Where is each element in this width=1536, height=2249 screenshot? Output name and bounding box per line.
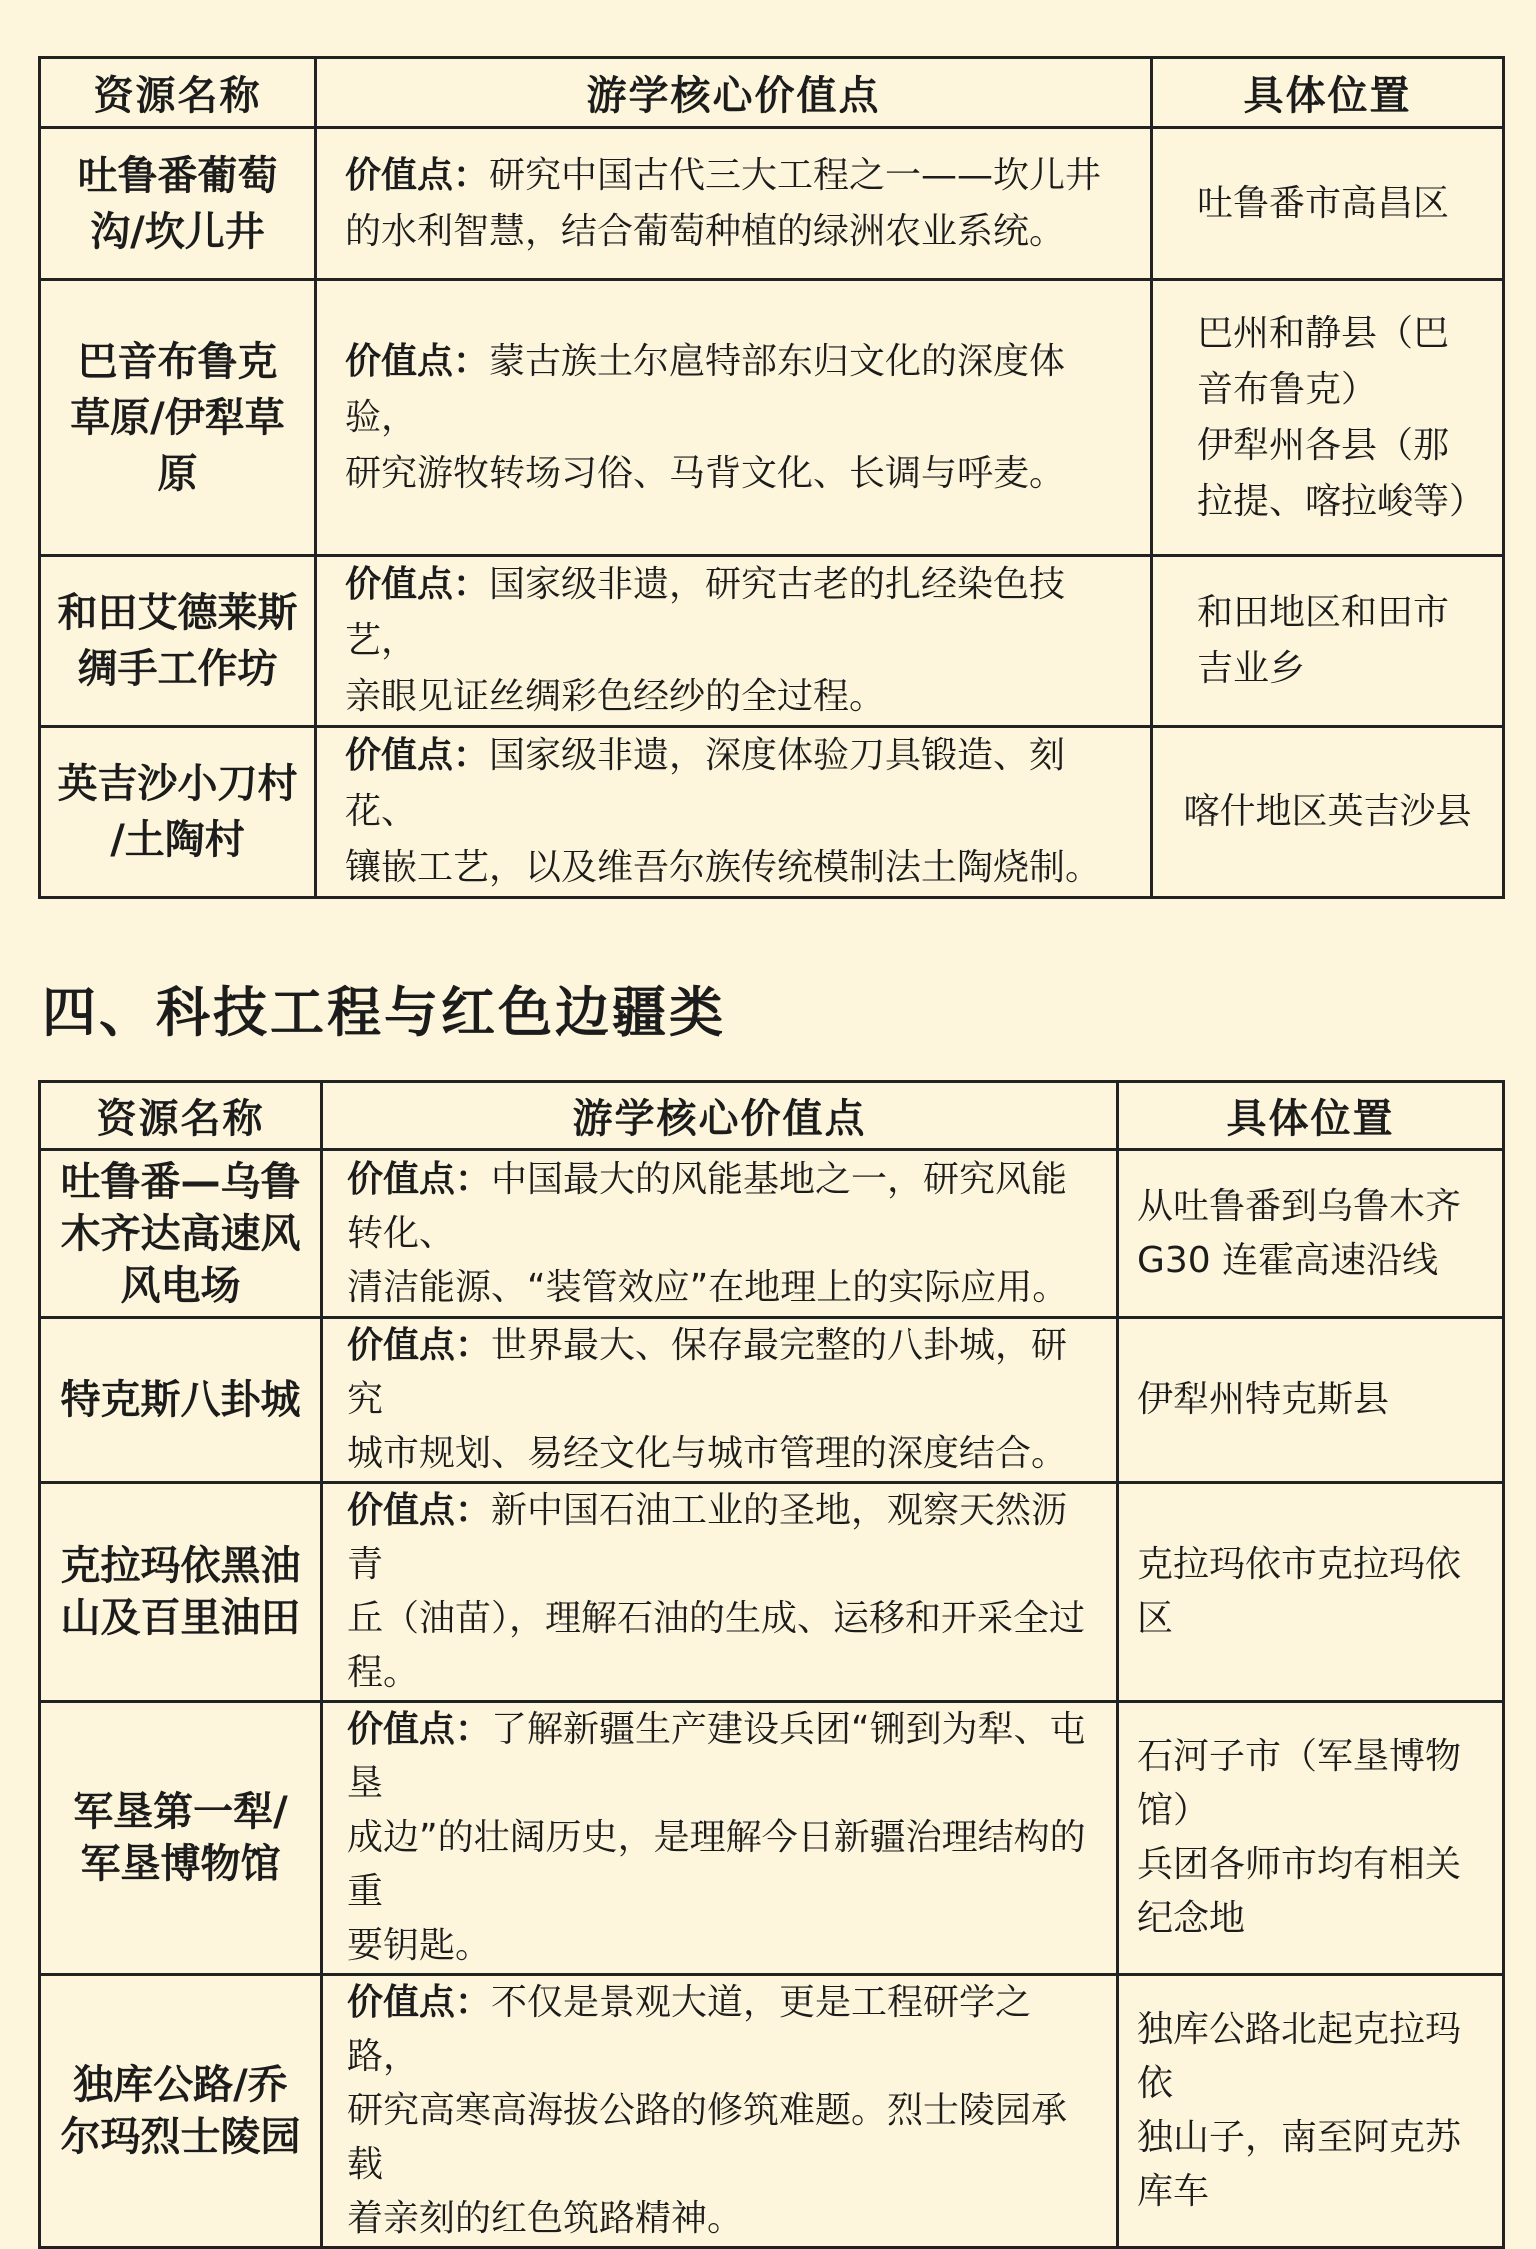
header-resource-name: 资源名称: [40, 1082, 322, 1150]
location: 独库公路北起克拉玛依 独山子，南至阿克苏 库车: [1118, 1975, 1504, 2248]
resource-name: 英吉沙小刀村 /土陶村: [40, 727, 316, 898]
table-row: [40, 727, 1504, 898]
section-title: 四、科技工程与红色边疆类: [42, 981, 726, 1044]
value-label: 价值点：: [347, 1709, 492, 1750]
table-row: [40, 1318, 1504, 1483]
location: 石河子市（军垦博物馆） 兵团各师市均有相关 纪念地: [1118, 1702, 1504, 1975]
resource-name: 巴音布鲁克 草原/伊犁草原: [40, 280, 316, 556]
core-value: 价值点：国家级非遗，深度体验刀具锻造、刻花、 镶嵌工艺，以及维吾尔族传统模制法土陶烧制。: [316, 727, 1152, 898]
core-value: 价值点：蒙古族土尔扈特部东归文化的深度体验， 研究游牧转场习俗、马背文化、长调与呼麦。: [316, 280, 1152, 556]
value-label: 价值点：: [347, 1158, 492, 1200]
core-value: 价值点：了解新疆生产建设兵团“铏到为犁、屯垦 成边”的壮阔历史，是理解今日新疆治理结构的重 要钥匙。: [322, 1702, 1118, 1975]
table-header-row: [40, 58, 1504, 128]
resource-table-2: [38, 1080, 1505, 2249]
resource-name: 和田艾德莱斯 绸手工作坊: [40, 556, 316, 727]
table-header-row: [40, 1082, 1504, 1150]
core-value: 价值点：国家级非遗，研究古老的扎经染色技艺， 亲眼见证丝绸彩色经纱的全过程。: [316, 556, 1152, 727]
core-value: 价值点：中国最大的风能基地之一，研究风能转化、 清洁能源、“装管效应”在地理上的实际应用。: [322, 1150, 1118, 1318]
location: 伊犁州特克斯县: [1118, 1318, 1504, 1483]
core-value: 价值点：世界最大、保存最完整的八卦城，研究 城市规划、易经文化与城市管理的深度结合。: [322, 1318, 1118, 1483]
table-row: [40, 280, 1504, 556]
resource-name: 独库公路/乔 尔玛烈士陵园: [40, 1975, 322, 2248]
location: 吐鲁番市高昌区: [1152, 128, 1504, 280]
core-value: 价值点：新中国石油工业的圣地，观察天然沥青 丘（油苗），理解石油的生成、运移和开采全过程。: [322, 1483, 1118, 1702]
table-row: [40, 556, 1504, 727]
table-row: [40, 1483, 1504, 1702]
header-core-value: 游学核心价值点: [322, 1082, 1118, 1150]
header-core-value: 游学核心价值点: [316, 58, 1152, 128]
value-label: 价值点：: [345, 154, 490, 196]
table-row: [40, 128, 1504, 280]
value-label: 价值点：: [345, 564, 490, 605]
value-label: 价值点：: [345, 340, 490, 382]
location: 从吐鲁番到乌鲁木齐 G30 连霍高速沿线: [1118, 1150, 1504, 1318]
table-row: [40, 1975, 1504, 2248]
resource-name: 军垦第一犁/ 军垦博物馆: [40, 1702, 322, 1975]
location: 巴州和静县（巴 音布鲁克） 伊犁州各县（那 拉提、喀拉峻等）: [1152, 280, 1504, 556]
value-label: 价值点：: [347, 1982, 492, 2023]
value-label: 价值点：: [347, 1325, 492, 1366]
core-value: 价值点：不仅是景观大道，更是工程研学之路， 研究高寒高海拔公路的修筑难题。烈士陵园承载 着亲刻的红色筑路精神。: [322, 1975, 1118, 2248]
value-label: 价值点：: [347, 1490, 492, 1531]
table-row: [40, 1702, 1504, 1975]
table-row: [40, 1150, 1504, 1318]
location: 和田地区和田市 吉业乡: [1152, 556, 1504, 727]
header-location: 具体位置: [1118, 1082, 1504, 1150]
resource-name: 特克斯八卦城: [40, 1318, 322, 1483]
resource-name: 吐鲁番葡萄 沟/坎儿井: [40, 128, 316, 280]
value-label: 价值点：: [345, 735, 490, 776]
core-value: 价值点：研究中国古代三大工程之一——坎儿井 的水利智慧，结合葡萄种植的绿洲农业系统。: [316, 128, 1152, 280]
header-resource-name: 资源名称: [40, 58, 316, 128]
resource-name: 克拉玛依黑油 山及百里油田: [40, 1483, 322, 1702]
resource-table-1: [38, 56, 1505, 899]
header-location: 具体位置: [1152, 58, 1504, 128]
location: 克拉玛依市克拉玛依区: [1118, 1483, 1504, 1702]
location: 喀什地区英吉沙县: [1152, 727, 1504, 898]
resource-name: 吐鲁番—乌鲁 木齐达高速风 风电场: [40, 1150, 322, 1318]
